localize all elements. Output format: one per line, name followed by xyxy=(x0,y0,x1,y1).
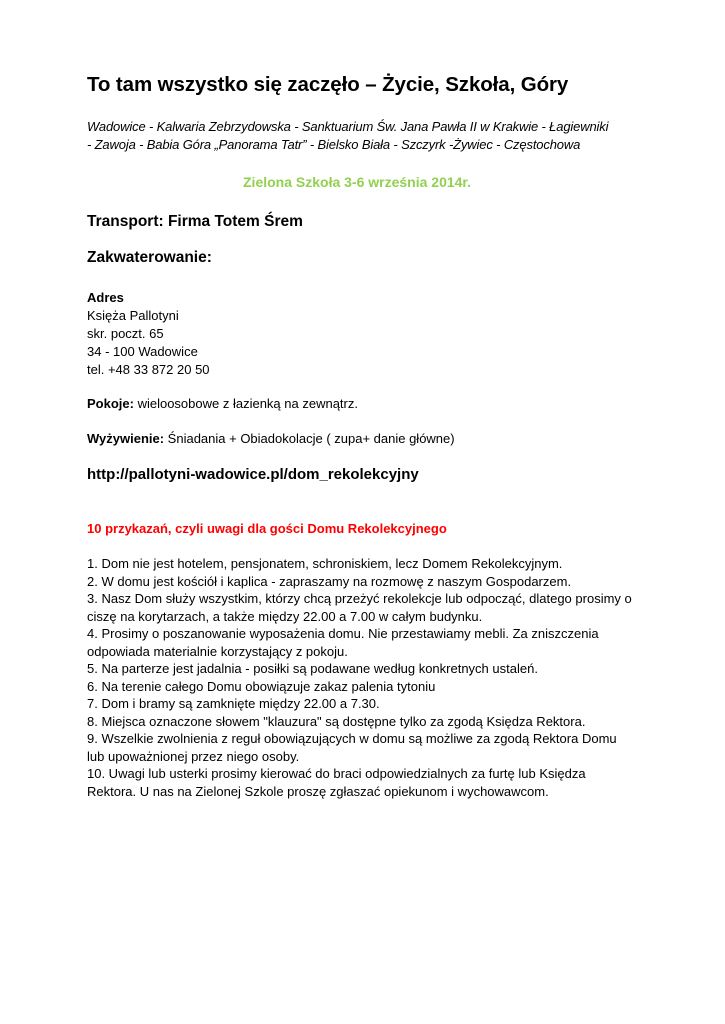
rule-line: 4. Prosimy o poszanowanie wyposażenia domu. Nie przestawiamy mebli. Za zniszczenia xyxy=(87,626,599,641)
food-label: Wyżywienie: xyxy=(87,431,165,446)
address-line: Księża Pallotyni xyxy=(87,308,179,323)
rules-heading: 10 przykazań, czyli uwagi dla gości Domu Rekolekcyjnego xyxy=(87,521,447,536)
address-line: tel. +48 33 872 20 50 xyxy=(87,362,210,377)
transport-heading: Transport: Firma Totem Śrem xyxy=(87,213,303,230)
accommodation-heading: Zakwaterowanie: xyxy=(87,249,212,266)
page-title: To tam wszystko się zaczęło – Życie, Szkoła, Góry xyxy=(87,73,569,96)
address-line: 34 - 100 Wadowice xyxy=(87,344,198,359)
address-line: skr. poczt. 65 xyxy=(87,326,164,341)
rule-line: 6. Na terenie całego Domu obowiązuje zakaz palenia tytoniu xyxy=(87,678,436,694)
rule-line: lub upoważnionej przez niego osoby. xyxy=(87,748,300,764)
rule-line: 1. Dom nie jest hotelem, pensjonatem, schroniskiem, lecz Domem Rekolekcyjnym. xyxy=(87,556,563,571)
rule-line: 3. Nasz Dom służy wszystkim, którzy chcą przeżyć rekolekcje lub odpocząć, dlatego prosimy o xyxy=(87,591,632,606)
rule-line: Rektora. U nas na Zielonej Szkole proszę zgłaszać opiekunom i wychowawcom. xyxy=(87,783,549,799)
rules-list xyxy=(87,555,657,800)
rule-line: 5. Na parterze jest jadalnia - posiłki są podawane według konkretnych ustaleń. xyxy=(87,661,538,676)
rule-line: odpowiada materialnie korzystający z pokoju. xyxy=(87,643,348,659)
rooms-text: wieloosobowe z łazienką na zewnątrz. xyxy=(133,396,358,411)
address-block xyxy=(87,289,210,379)
food-paragraph xyxy=(87,431,455,446)
rule-line: ciszę na korytarzach, a także między 22.00 a 7.00 w całym budynku. xyxy=(87,608,483,624)
rule-line: 10. Uwagi lub usterki prosimy kierować do braci odpowiedzialnych za furtę lub Księdza xyxy=(87,766,586,781)
route-description xyxy=(87,118,652,153)
route-line: - Zawoja - Babia Góra „Panorama Tatr” - Bielsko Biała - Szczyrk -Żywiec - Częstochowa xyxy=(87,136,581,152)
address-label: Adres xyxy=(87,290,124,305)
rooms-paragraph xyxy=(87,396,358,411)
rooms-label: Pokoje: xyxy=(87,396,134,411)
rule-line: 8. Miejsca oznaczone słowem "klauzura" są dostępne tylko za zgodą Księdza Rektora. xyxy=(87,713,586,729)
website-link[interactable]: http://pallotyni-wadowice.pl/dom_rekolekcyjny xyxy=(87,466,419,483)
route-line: Wadowice - Kalwaria Zebrzydowska - Sanktuarium Św. Jana Pawła II w Krakwie - Łagiewniki xyxy=(87,119,609,134)
rule-line: 9. Wszelkie zwolnienia z reguł obowiązujących w domu są możliwe za zgodą Rektora Domu xyxy=(87,731,617,746)
trip-subtitle: Zielona Szkoła 3-6 września 2014r. xyxy=(243,174,471,190)
rule-line: 7. Dom i bramy są zamknięte między 22.00 a 7.30. xyxy=(87,696,380,711)
rule-line: 2. W domu jest kościół i kaplica - zapraszamy na rozmowę z naszym Gospodarzem. xyxy=(87,573,572,589)
food-text: Śniadania + Obiadokolacje ( zupa+ danie główne) xyxy=(164,431,455,446)
